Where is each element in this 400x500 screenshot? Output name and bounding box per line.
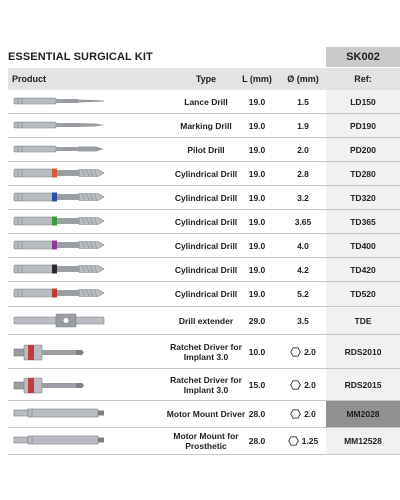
kit-code: SK002 — [326, 47, 400, 67]
product-image — [12, 90, 162, 113]
length-cell: 19.0 — [248, 216, 266, 227]
cylindrical-drill-icon — [12, 236, 108, 256]
type-text: Motor Mount for Prosthetic — [173, 431, 239, 451]
ref-cell: LD150 — [350, 96, 376, 107]
ratchet-driver-icon — [12, 375, 108, 395]
diameter-value: 2.0 — [304, 346, 316, 357]
product-image — [12, 401, 162, 427]
diameter-value: 1.25 — [301, 436, 319, 446]
type-text: Cylindrical Drill — [174, 192, 238, 203]
diameter-value: 2.8 — [297, 168, 309, 179]
header-product: Product — [12, 74, 47, 84]
cylindrical-drill-icon — [12, 284, 108, 304]
kit-title: ESSENTIAL SURGICAL KIT — [8, 51, 153, 63]
diameter-value: 1.5 — [297, 96, 309, 107]
type-text: Drill extender — [178, 315, 234, 326]
type-text: Cylindrical Drill — [174, 264, 238, 275]
ref-cell: PD190 — [350, 120, 376, 131]
ref-cell: TD400 — [350, 240, 376, 251]
length-cell: 28.0 — [248, 409, 266, 419]
length-cell: 10.0 — [248, 346, 266, 357]
diameter-cell — [280, 186, 326, 209]
diameter-cell — [280, 162, 326, 185]
length-cell: 19.0 — [248, 120, 266, 131]
diameter-cell — [280, 114, 326, 137]
diameter-value: 1.9 — [297, 120, 309, 131]
diameter-cell — [280, 282, 326, 306]
type-text: Cylindrical Drill — [174, 240, 238, 251]
table-row — [8, 114, 400, 138]
type-text: Marking Drill — [180, 120, 232, 131]
hex-icon — [290, 380, 301, 390]
type-text: Cylindrical Drill — [174, 168, 238, 179]
length-cell: 15.0 — [248, 379, 266, 390]
motor-mount-driver-icon — [12, 404, 108, 424]
product-image — [12, 258, 162, 281]
type-text: Cylindrical Drill — [174, 289, 238, 299]
ref-cell: RDS2010 — [344, 346, 382, 357]
diameter-cell — [280, 258, 326, 281]
hex-icon — [290, 347, 301, 357]
ref-cell: TD280 — [350, 168, 376, 179]
diameter-cell — [280, 369, 326, 400]
table-row — [8, 90, 400, 114]
diameter-cell — [280, 210, 326, 233]
table-row — [8, 258, 400, 282]
table-row — [8, 138, 400, 162]
hex-icon — [288, 436, 299, 446]
type-text: Ratchet Driver for Implant 3.0 — [170, 341, 242, 362]
cylindrical-drill-icon — [12, 164, 108, 184]
diameter-cell — [280, 138, 326, 161]
product-image — [12, 307, 162, 334]
ref-cell: TD365 — [350, 216, 376, 227]
lance-drill-icon — [12, 92, 108, 112]
length-cell: 19.0 — [248, 289, 266, 299]
table-row — [8, 401, 400, 428]
diameter-cell — [280, 401, 326, 427]
table-row — [8, 282, 400, 307]
length-cell: 28.0 — [248, 436, 266, 446]
header-diameter: Ø (mm) — [287, 74, 319, 84]
motor-mount-prosthetic-icon — [12, 431, 108, 451]
diameter-value: 3.5 — [297, 315, 309, 326]
product-image — [12, 114, 162, 137]
diameter-value: 3.65 — [294, 216, 312, 227]
product-image — [12, 428, 162, 454]
diameter-value: 2.0 — [297, 144, 309, 155]
ref-cell: PD200 — [350, 144, 376, 155]
kit-title-row — [8, 47, 400, 67]
table-row — [8, 210, 400, 234]
diameter-value: 3.2 — [297, 192, 309, 203]
table-row — [8, 369, 400, 401]
length-cell: 19.0 — [248, 144, 266, 155]
length-cell: 19.0 — [248, 96, 266, 107]
marking-drill-icon — [12, 116, 108, 136]
product-image — [12, 282, 162, 306]
table-row — [8, 162, 400, 186]
ratchet-driver-icon — [12, 342, 108, 362]
length-cell: 19.0 — [248, 192, 266, 203]
pilot-drill-icon — [12, 140, 108, 160]
length-cell: 19.0 — [248, 168, 266, 179]
header-ref: Ref: — [354, 74, 372, 84]
diameter-value: 4.0 — [297, 240, 309, 251]
cylindrical-drill-icon — [12, 260, 108, 280]
type-text: Motor Mount Driver — [166, 409, 246, 419]
ref-cell: TD420 — [350, 264, 376, 275]
product-image — [12, 369, 162, 400]
diameter-cell — [280, 335, 326, 368]
diameter-value: 2.0 — [304, 379, 316, 390]
table-row — [8, 307, 400, 335]
diameter-value: 4.2 — [297, 264, 309, 275]
header-type: Type — [195, 74, 217, 84]
cylindrical-drill-icon — [12, 212, 108, 232]
diameter-cell — [280, 428, 326, 454]
surgical-kit-table — [8, 47, 400, 455]
diameter-value: 2.0 — [304, 409, 316, 419]
product-image — [12, 335, 162, 368]
ref-cell: RDS2015 — [344, 379, 382, 390]
drill-extender-icon — [12, 311, 108, 331]
type-text: Cylindrical Drill — [174, 216, 238, 227]
type-text: Ratchet Driver for Implant 3.0 — [170, 374, 242, 395]
diameter-value: 5.2 — [297, 289, 309, 299]
ref-cell: TD520 — [350, 289, 376, 299]
table-row — [8, 186, 400, 210]
diameter-cell — [280, 234, 326, 257]
length-cell: 29.0 — [248, 315, 266, 326]
length-cell: 19.0 — [248, 240, 266, 251]
product-image — [12, 210, 162, 233]
product-image — [12, 234, 162, 257]
header-length: L (mm) — [242, 74, 272, 84]
table-body — [8, 90, 400, 455]
ref-cell: MM2028 — [346, 409, 380, 419]
cylindrical-drill-icon — [12, 188, 108, 208]
diameter-cell — [280, 307, 326, 334]
table-row — [8, 234, 400, 258]
type-text: Lance Drill — [184, 96, 228, 107]
type-text: Pilot Drill — [187, 144, 225, 155]
ref-cell: TD320 — [350, 192, 376, 203]
product-image — [12, 138, 162, 161]
table-header — [8, 68, 400, 90]
ref-cell: TDE — [354, 315, 372, 326]
ref-cell: MM12528 — [344, 436, 382, 446]
length-cell: 19.0 — [248, 264, 266, 275]
hex-icon — [290, 409, 301, 419]
table-row — [8, 428, 400, 455]
product-image — [12, 186, 162, 209]
diameter-cell — [280, 90, 326, 113]
product-image — [12, 162, 162, 185]
table-row — [8, 335, 400, 369]
